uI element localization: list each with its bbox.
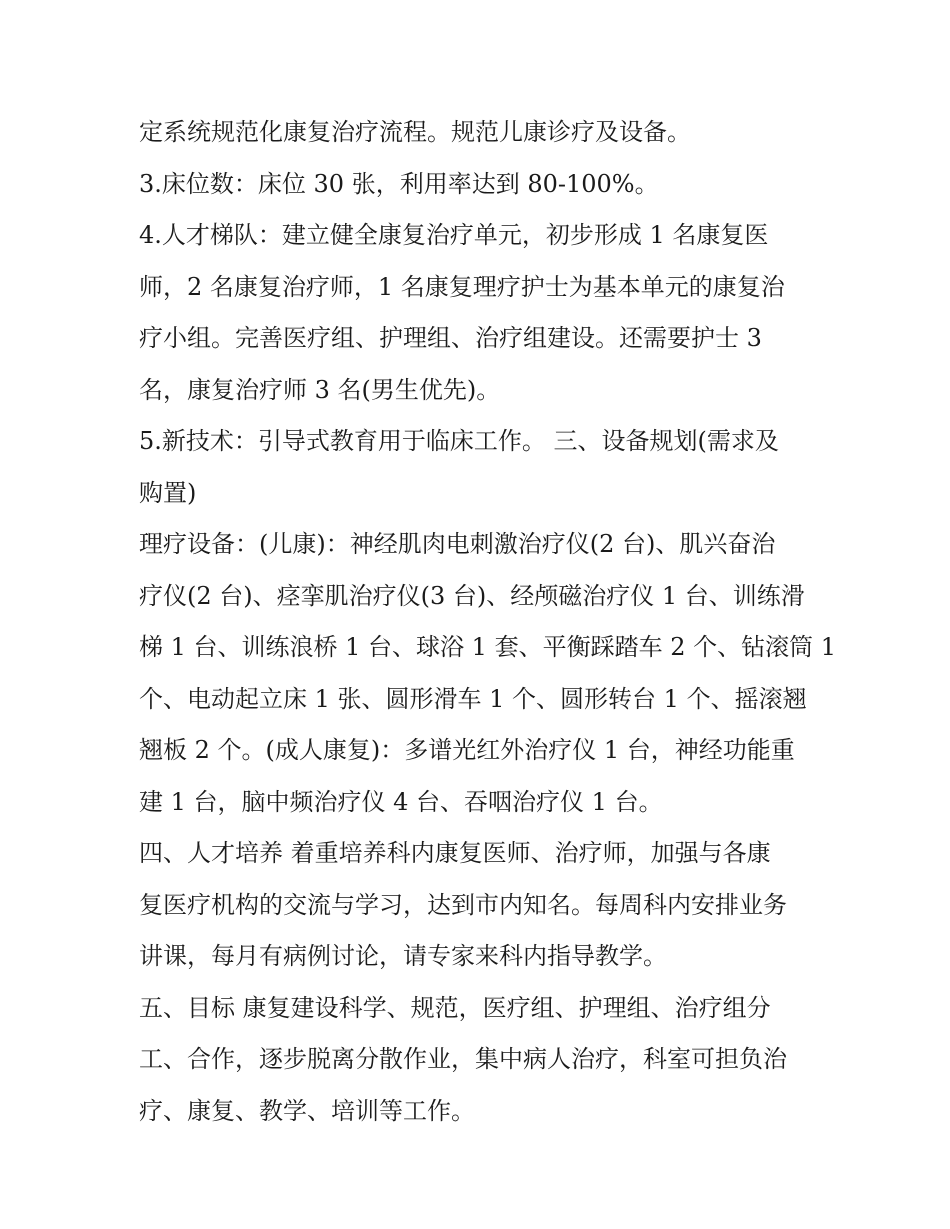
text-line: 疗小组。完善医疗组、护理组、治疗组建设。还需要护士 3 [139, 324, 762, 352]
text-line: 5.新技术：引导式教育用于临床工作。 三、设备规划(需求及 [139, 427, 779, 455]
text-line: 3.床位数：床位 30 张，利用率达到 80-100%。 [139, 169, 659, 198]
text-line: 建 1 台，脑中频治疗仪 4 台、吞咽治疗仪 1 台。 [139, 787, 663, 816]
text-line: 翘板 2 个。(成人康复)：多谱光红外治疗仪 1 台，神经功能重 [139, 736, 795, 764]
text-line: 4.人才梯队：建立健全康复治疗单元，初步形成 1 名康复医 [139, 221, 769, 249]
text-line: 购置) [139, 478, 197, 507]
text-line: 复医疗机构的交流与学习，达到市内知名。每周科内安排业务 [139, 890, 787, 919]
text-line: 四、人才培养 着重培养科内康复医师、治疗师，加强与各康 [139, 839, 771, 867]
text-line: 个、电动起立床 1 张、圆形滑车 1 个、圆形转台 1 个、摇滚翘 [139, 684, 807, 713]
text-line: 工、合作，逐步脱离分散作业，集中病人治疗，科室可担负治 [139, 1045, 787, 1073]
text-line: 五、目标 康复建设科学、规范，医疗组、护理组、治疗组分 [139, 993, 771, 1022]
text-line: 定系统规范化康复治疗流程。规范儿康诊疗及设备。 [139, 118, 691, 146]
document-body [139, 107, 837, 1137]
text-line: 疗仪(2 台)、痉挛肌治疗仪(3 台)、经颅磁治疗仪 1 台、训练滑 [139, 581, 805, 610]
text-line: 梯 1 台、训练浪桥 1 台、球浴 1 套、平衡踩踏车 2 个、钻滚筒 1 [139, 633, 837, 661]
text-line: 疗、康复、教学、培训等工作。 [139, 1096, 475, 1125]
text-line: 师，2 名康复治疗师，1 名康复理疗护士为基本单元的康复治 [139, 272, 785, 301]
text-line: 名，康复治疗师 3 名(男生优先)。 [139, 375, 501, 404]
text-line: 理疗设备：(儿康)：神经肌肉电刺激治疗仪(2 台)、肌兴奋治 [139, 530, 776, 558]
text-line: 讲课，每月有病例讨论，请专家来科内指导教学。 [139, 942, 667, 970]
